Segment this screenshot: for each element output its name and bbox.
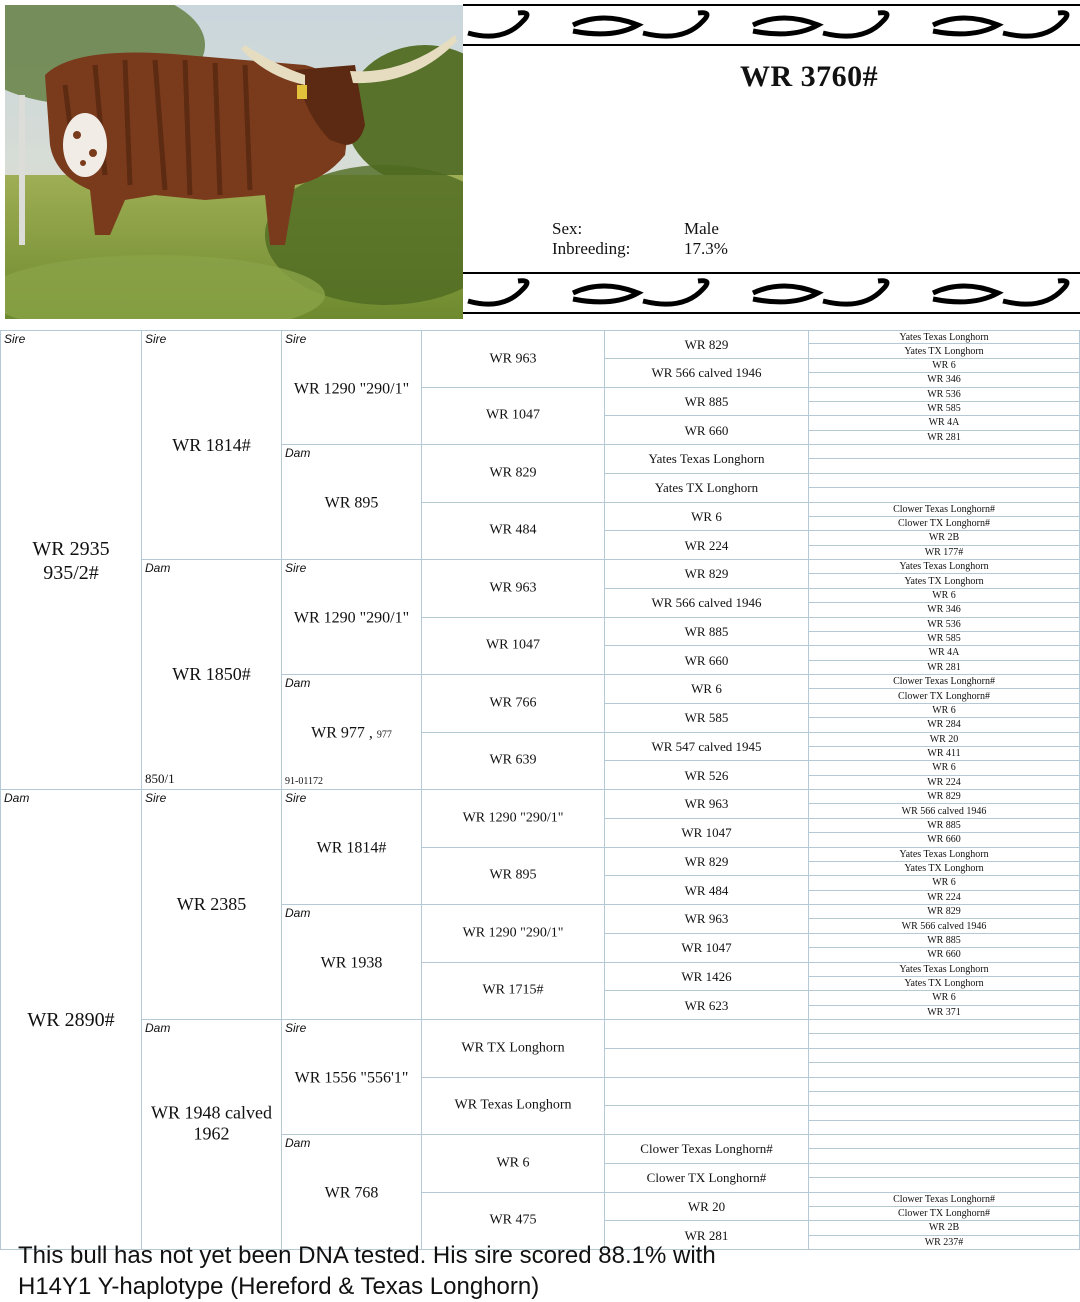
animal-name-text: WR 963 [489,580,537,596]
animal-name-text: WR 484 [489,522,537,538]
animal-name-text: WR 224 [684,537,729,553]
animal-name-text: WR TX Longhorn [461,1040,565,1056]
gen4-ancestor-cell [422,905,605,963]
animal-name-text: WR 6 [932,992,956,1004]
animal-name-text: WR 224 [927,891,961,903]
gen6-ancestor-cell [809,560,1080,574]
gen6-ancestor-cell [809,718,1080,732]
animal-name-text: WR 1047 [485,407,541,423]
animal-name-text: Yates TX Longhorn [904,345,984,357]
animal-name-text: WR 2B [928,532,960,544]
gen6-ancestor-cell [809,1193,1080,1207]
dam-label: Dam [285,1136,311,1150]
gen4-ancestor-cell [422,733,605,791]
gen6-ancestor-cell [809,790,1080,804]
dna-note [18,1240,716,1302]
gen6-ancestor-cell [809,1221,1080,1235]
animal-name-text: Clower TX Longhorn# [897,690,991,702]
gen5-ancestor-cell [605,646,809,675]
dam-label: Dam [285,676,311,690]
gen6-ancestor-cell [809,1178,1080,1192]
animal-name-text: WR 346 [927,604,961,616]
gen5-ancestor-cell [605,1049,809,1078]
animal-name-text: WR 829 [927,791,961,803]
animal-name-text: WR 1047 [681,940,732,956]
gen6-ancestor-cell [809,1049,1080,1063]
gen6-ancestor-cell [809,848,1080,862]
gen4-ancestor-cell [422,618,605,676]
animal-name-text: WR 566 calved 1946 [651,365,762,381]
inbreeding-label: Inbreeding: [552,239,631,258]
gen6-ancestor-cell [809,776,1080,790]
gen6-ancestor-cell [809,819,1080,833]
sire-label: Sire [145,332,167,346]
animal-name-text: WR 2935 935/2# [32,538,110,584]
animal-name-text: WR 1426 [681,969,732,985]
gen6-ancestor-cell [809,876,1080,890]
gen6-ancestor-cell [809,445,1080,459]
gen5-ancestor-cell [605,761,809,790]
gen6-ancestor-cell [809,1078,1080,1092]
registration-note: 91-01172 [285,776,323,787]
gen5-ancestor-cell [605,560,809,589]
animal-name-text: WR 4A [928,647,960,659]
animal-name-text: WR 536 [927,618,961,630]
animal-name-text: WR Texas Longhorn [454,1097,572,1113]
gen5-ancestor-cell [605,905,809,934]
pedigree-table [0,330,1080,1250]
gen5-ancestor-cell [605,1135,809,1164]
gen4-ancestor-cell [422,790,605,848]
gen6-ancestor-cell [809,1106,1080,1120]
gen5-ancestor-cell [605,1164,809,1193]
animal-name-text: WR 829 [684,337,729,353]
gen6-ancestor-cell [809,416,1080,430]
gen6-ancestor-cell [809,733,1080,747]
animal-name-text: Yates Texas Longhorn [899,963,989,975]
dna-note-line-1: This bull has not yet been DNA tested. His sire scored 88.1% with [18,1242,716,1269]
animal-name-text: WR 963 [684,796,729,812]
gen6-ancestor-cell [809,574,1080,588]
animal-name-text: WR 6 [932,762,956,774]
grandparent-cell [142,330,282,560]
gen6-ancestor-cell [809,474,1080,488]
gen6-ancestor-cell [809,862,1080,876]
gen6-ancestor-cell [809,1207,1080,1221]
animal-name-text: WR 660 [684,422,729,438]
animal-name-text: WR 1948 calved 1962 [151,1101,272,1144]
animal-name-text: WR 1715# [482,982,544,998]
animal-name-text: Yates TX Longhorn [904,863,984,875]
animal-name-text: WR 660 [684,652,729,668]
gen5-ancestor-cell [605,1106,809,1135]
great-grandparent-cell [282,790,422,905]
animal-name-text: Yates TX Longhorn [904,575,984,587]
animal-name-text: WR 536 [927,388,961,400]
sire-label: Sire [285,561,307,575]
great-grandparent-cell [282,1135,422,1250]
gen6-ancestor-cell [809,963,1080,977]
gen6-ancestor-cell [809,517,1080,531]
gen6-ancestor-cell [809,1164,1080,1178]
animal-name-text: WR 1290 "290/1" [293,608,410,626]
sire-label: Sire [285,332,307,346]
parent-cell [0,330,142,790]
animal-name-text: WR 2890# [27,1009,115,1031]
gen5-ancestor-cell [605,1193,809,1222]
grandparent-cell [142,560,282,790]
animal-name-text: Clower Texas Longhorn# [640,1141,773,1157]
gen6-ancestor-cell [809,330,1080,344]
animal-name-text: WR 963 [489,351,537,367]
gen6-ancestor-cell [809,689,1080,703]
gen6-ancestor-cell [809,402,1080,416]
animal-name-text: WR 526 [684,767,729,783]
gen6-ancestor-cell [809,1135,1080,1149]
animal-name-text: WR 20 [687,1199,726,1215]
gen6-ancestor-cell [809,675,1080,689]
animal-name-text: WR 4A [928,417,960,429]
gen6-ancestor-cell [809,431,1080,445]
animal-name-text: WR 1290 "290/1" [293,379,410,397]
gen4-ancestor-cell [422,848,605,906]
animal-name-text: WR 639 [489,752,537,768]
gen6-ancestor-cell [809,359,1080,373]
dam-label: Dam [4,791,30,805]
gen5-ancestor-cell [605,704,809,733]
animal-name-text: WR 6 [932,877,956,889]
gen4-ancestor-cell [422,675,605,733]
animal-name-text: WR 2B [928,1222,960,1234]
animal-name-text: WR 6 [496,1155,530,1171]
animal-name-text: WR 6 [932,704,956,716]
animal-name-text: WR 1556 "556'1" [294,1068,409,1086]
gen6-ancestor-cell [809,761,1080,775]
gen5-ancestor-cell [605,675,809,704]
animal-name-text: Yates TX Longhorn [654,480,759,496]
gen6-ancestor-cell [809,344,1080,358]
animal-name-text: WR 660 [927,834,961,846]
gen5-ancestor-cell [605,589,809,618]
animal-name-text: WR 829 [489,465,537,481]
animal-name-text: WR 895 [324,493,379,511]
gen5-ancestor-cell [605,790,809,819]
gen5-ancestor-cell [605,733,809,762]
gen5-ancestor-cell [605,934,809,963]
animal-name-text: WR 766 [489,695,537,711]
animal-name-text: WR 475 [489,1212,537,1228]
animal-name-text: WR 977 , 977 [311,723,392,741]
animal-name-text: Yates Texas Longhorn [899,332,989,344]
sire-label: Sire [4,332,26,346]
animal-name-text: WR 1047 [485,637,541,653]
animal-name-text: WR 1938 [320,953,383,971]
great-grandparent-cell [282,445,422,560]
great-grandparent-cell [282,675,422,790]
gen5-ancestor-cell [605,848,809,877]
gen6-ancestor-cell [809,589,1080,603]
animal-name-text: WR 6 [691,509,722,525]
animal-name-text: WR 1814# [316,838,387,856]
great-grandparent-cell [282,560,422,675]
gen6-ancestor-cell [809,704,1080,718]
gen6-ancestor-cell [809,632,1080,646]
animal-name-text: WR 547 calved 1945 [651,739,762,755]
animal-name-text: WR 566 calved 1946 [901,920,987,932]
animal-name-text: Yates TX Longhorn [904,978,984,990]
gen6-ancestor-cell [809,1092,1080,1106]
animal-name-text: WR 885 [684,394,729,410]
animal-name-text: Clower Texas Longhorn# [893,676,995,688]
bottom-scroll-ornament [463,271,1080,315]
sire-label: Sire [285,1021,307,1035]
gen6-ancestor-cell [809,977,1080,991]
gen6-ancestor-cell [809,891,1080,905]
gen6-ancestor-cell [809,1034,1080,1048]
gen5-ancestor-cell [605,819,809,848]
sex-value: Male [684,219,719,238]
animal-name-text: WR 2385 [176,894,247,915]
gen4-ancestor-cell [422,503,605,561]
gen5-ancestor-cell [605,416,809,445]
gen6-ancestor-cell [809,1063,1080,1077]
gen6-ancestor-cell [809,503,1080,517]
gen4-ancestor-cell [422,330,605,388]
gen5-ancestor-cell [605,1020,809,1049]
animal-name-text: Yates Texas Longhorn [648,451,765,467]
animal-name-text: WR 829 [927,906,961,918]
animal-name-text: WR 623 [684,997,729,1013]
gen6-ancestor-cell [809,1236,1080,1250]
gen6-ancestor-cell [809,991,1080,1005]
sex-label: Sex: [552,219,583,238]
gen5-ancestor-cell [605,330,809,359]
dna-note-line-2: H14Y1 Y-haplotype (Hereford & Texas Longhorn) [18,1273,540,1300]
gen4-ancestor-cell [422,445,605,503]
animal-name-text: WR 6 [932,589,956,601]
gen6-ancestor-cell [809,948,1080,962]
gen6-ancestor-cell [809,388,1080,402]
registration-note: 850/1 [145,771,175,786]
parent-cell [0,790,142,1250]
gen5-ancestor-cell [605,1078,809,1107]
gen4-ancestor-cell [422,560,605,618]
animal-name-text: WR 585 [684,710,729,726]
animal-name-text: WR 371 [927,1006,961,1018]
gen6-ancestor-cell [809,618,1080,632]
gen6-ancestor-cell [809,546,1080,560]
gen6-ancestor-cell [809,804,1080,818]
gen4-ancestor-cell [422,1135,605,1193]
top-scroll-ornament [463,3,1080,47]
animal-name-text: WR 660 [927,949,961,961]
animal-name-text: WR 281 [927,661,961,673]
gen5-ancestor-cell [605,618,809,647]
animal-name-text: WR 885 [684,624,729,640]
gen5-ancestor-cell [605,991,809,1020]
gen5-ancestor-cell [605,503,809,532]
animal-name-text: Clower TX Longhorn# [897,518,991,530]
animal-name-text: WR 20 [929,733,959,745]
gen5-ancestor-cell [605,388,809,417]
gen6-ancestor-cell [809,1149,1080,1163]
dam-label: Dam [145,1021,171,1035]
gen5-ancestor-cell [605,876,809,905]
great-grandparent-cell [282,1020,422,1135]
animal-name-text: WR 177# [924,546,964,558]
gen5-ancestor-cell [605,445,809,474]
gen5-ancestor-cell [605,963,809,992]
gen6-ancestor-cell [809,919,1080,933]
animal-name-text: WR 484 [684,882,729,898]
dam-label: Dam [285,446,311,460]
gen4-ancestor-cell [422,963,605,1021]
sire-label: Sire [285,791,307,805]
animal-name-text: Clower Texas Longhorn# [893,1193,995,1205]
great-grandparent-cell [282,905,422,1020]
grandparent-cell [142,790,282,1020]
gen6-ancestor-cell [809,833,1080,847]
grandparent-cell [142,1020,282,1250]
animal-name-text: WR 829 [684,566,729,582]
great-grandparent-cell [282,330,422,445]
animal-name: WR 3760# [740,60,879,93]
animal-name-text: WR 585 [927,633,961,645]
animal-name-text: WR 885 [927,934,961,946]
gen6-ancestor-cell [809,646,1080,660]
gen6-ancestor-cell [809,905,1080,919]
animal-name-text: Clower TX Longhorn# [646,1170,767,1186]
animal-name-text: WR 1290 "290/1" [462,925,564,941]
dam-label: Dam [145,561,171,575]
gen6-ancestor-cell [809,1020,1080,1034]
animal-name-text: WR 346 [927,374,961,386]
animal-name-text: WR 281 [927,431,961,443]
animal-name-text: WR 411 [927,748,961,760]
inbreeding-value: 17.3% [684,239,728,258]
gen6-ancestor-cell [809,603,1080,617]
animal-name-text: WR 895 [489,867,537,883]
animal-name-text: Yates Texas Longhorn [899,848,989,860]
animal-name-text: WR 284 [927,719,961,731]
gen6-ancestor-cell [809,531,1080,545]
gen6-ancestor-cell [809,934,1080,948]
animal-name-text: WR 829 [684,854,729,870]
gen4-ancestor-cell [422,1020,605,1078]
animal-name-text: WR 6 [932,359,956,371]
gen6-ancestor-cell [809,373,1080,387]
animal-name-text: WR 1047 [681,825,732,841]
gen5-ancestor-cell [605,474,809,503]
gen5-ancestor-cell [605,359,809,388]
gen5-ancestor-cell [605,531,809,560]
bull-photo [5,5,463,319]
animal-name-text: WR 963 [684,911,729,927]
animal-name-text: WR 585 [927,403,961,415]
gen6-ancestor-cell [809,1121,1080,1135]
animal-name-text: WR 885 [927,819,961,831]
animal-name-text: WR 1814# [172,435,251,456]
gen6-ancestor-cell [809,459,1080,473]
sire-label: Sire [145,791,167,805]
gen6-ancestor-cell [809,661,1080,675]
gen4-ancestor-cell [422,388,605,446]
gen6-ancestor-cell [809,747,1080,761]
animal-name-text: WR 237# [924,1236,964,1248]
gen6-ancestor-cell [809,1006,1080,1020]
animal-name-text: WR 6 [691,681,722,697]
animal-name-text: WR 281 [684,1227,729,1243]
animal-name-text: WR 1290 "290/1" [462,810,564,826]
animal-name-text: WR 768 [324,1183,379,1201]
animal-name-text: Yates Texas Longhorn [899,561,989,573]
animal-name-text: WR 224 [927,776,961,788]
animal-name-text: WR 566 calved 1946 [901,805,987,817]
animal-name-text: Clower TX Longhorn# [897,1208,991,1220]
gen6-ancestor-cell [809,488,1080,502]
animal-name-text: Clower Texas Longhorn# [893,503,995,515]
animal-name-text: WR 1850# [172,664,251,685]
animal-name-text: WR 566 calved 1946 [651,595,762,611]
gen4-ancestor-cell [422,1078,605,1136]
dam-label: Dam [285,906,311,920]
